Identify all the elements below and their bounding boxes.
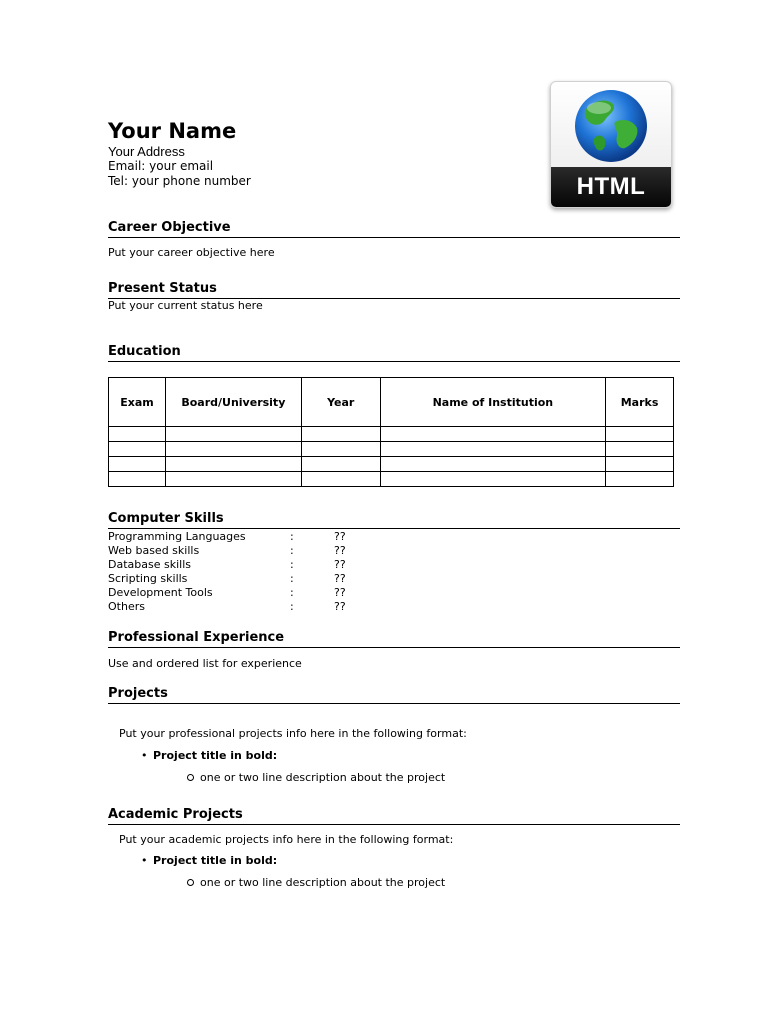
project-title: Project title in bold:	[153, 749, 278, 762]
skill-separator: :	[290, 600, 294, 613]
education-heading: Education	[108, 343, 680, 362]
skill-separator: :	[290, 544, 294, 557]
skill-value: ??	[334, 586, 346, 599]
col-exam: Exam	[109, 378, 166, 427]
skill-label: Development Tools	[108, 586, 213, 599]
table-cell	[301, 427, 380, 442]
skill-separator: :	[290, 572, 294, 585]
table-cell	[606, 427, 674, 442]
table-cell	[380, 427, 605, 442]
computer-skills-heading: Computer Skills	[108, 510, 680, 529]
professional-experience-text: Use and ordered list for experience	[108, 657, 302, 670]
table-cell	[606, 457, 674, 472]
table-cell	[380, 472, 605, 487]
career-objective-heading: Career Objective	[108, 219, 680, 238]
circle-bullet-icon	[187, 774, 194, 781]
present-status-heading: Present Status	[108, 280, 680, 299]
academic-projects-intro: Put your academic projects info here in the following format:	[119, 833, 454, 846]
academic-projects-heading: Academic Projects	[108, 806, 680, 825]
phone-line: Tel: your phone number	[108, 174, 251, 188]
skill-value: ??	[334, 600, 346, 613]
list-item	[187, 771, 445, 785]
candidate-name: Your Name	[108, 119, 237, 143]
table-cell	[109, 442, 166, 457]
table-cell	[301, 457, 380, 472]
skill-label: Scripting skills	[108, 572, 188, 585]
table-row	[109, 427, 674, 442]
list-item	[187, 876, 445, 890]
skill-value: ??	[334, 572, 346, 585]
career-objective-text: Put your career objective here	[108, 246, 275, 259]
skill-label: Web based skills	[108, 544, 200, 557]
table-cell	[380, 457, 605, 472]
table-cell	[165, 457, 301, 472]
table-cell	[380, 442, 605, 457]
list-item	[141, 854, 277, 868]
globe-icon	[551, 82, 671, 167]
skill-separator: :	[290, 558, 294, 571]
skill-label: Programming Languages	[108, 530, 246, 543]
skill-value: ??	[334, 530, 346, 543]
skill-separator: :	[290, 586, 294, 599]
present-status-text: Put your current status here	[108, 299, 263, 312]
education-table	[108, 377, 674, 487]
project-description: one or two line description about the project	[200, 771, 446, 784]
table-cell	[109, 472, 166, 487]
project-description: one or two line description about the project	[200, 876, 446, 889]
table-row	[109, 442, 674, 457]
skill-value: ??	[334, 558, 346, 571]
project-title: Project title in bold:	[153, 854, 278, 867]
table-row	[109, 472, 674, 487]
col-marks: Marks	[606, 378, 674, 427]
col-institution: Name of Institution	[380, 378, 605, 427]
table-cell	[606, 442, 674, 457]
bullet-icon: •	[141, 854, 148, 867]
table-cell	[165, 427, 301, 442]
skill-value: ??	[334, 544, 346, 557]
email-line: Email: your email	[108, 159, 214, 173]
table-cell	[301, 442, 380, 457]
table-cell	[606, 472, 674, 487]
circle-bullet-icon	[187, 879, 194, 886]
table-row	[109, 457, 674, 472]
table-cell	[301, 472, 380, 487]
table-cell	[165, 442, 301, 457]
skill-label: Others	[108, 600, 145, 613]
table-cell	[109, 457, 166, 472]
table-cell	[165, 472, 301, 487]
html-logo	[550, 81, 672, 208]
projects-intro: Put your professional projects info here in the following format:	[119, 727, 467, 740]
table-cell	[109, 427, 166, 442]
bullet-icon: •	[141, 749, 148, 762]
projects-heading: Projects	[108, 685, 680, 704]
education-header-row	[109, 378, 674, 427]
list-item	[141, 749, 277, 763]
skill-separator: :	[290, 530, 294, 543]
col-board-university: Board/University	[165, 378, 301, 427]
logo-label: HTML	[551, 167, 671, 207]
skill-label: Database skills	[108, 558, 191, 571]
professional-experience-heading: Professional Experience	[108, 629, 680, 648]
address-line: Your Address	[108, 144, 185, 159]
col-year: Year	[301, 378, 380, 427]
